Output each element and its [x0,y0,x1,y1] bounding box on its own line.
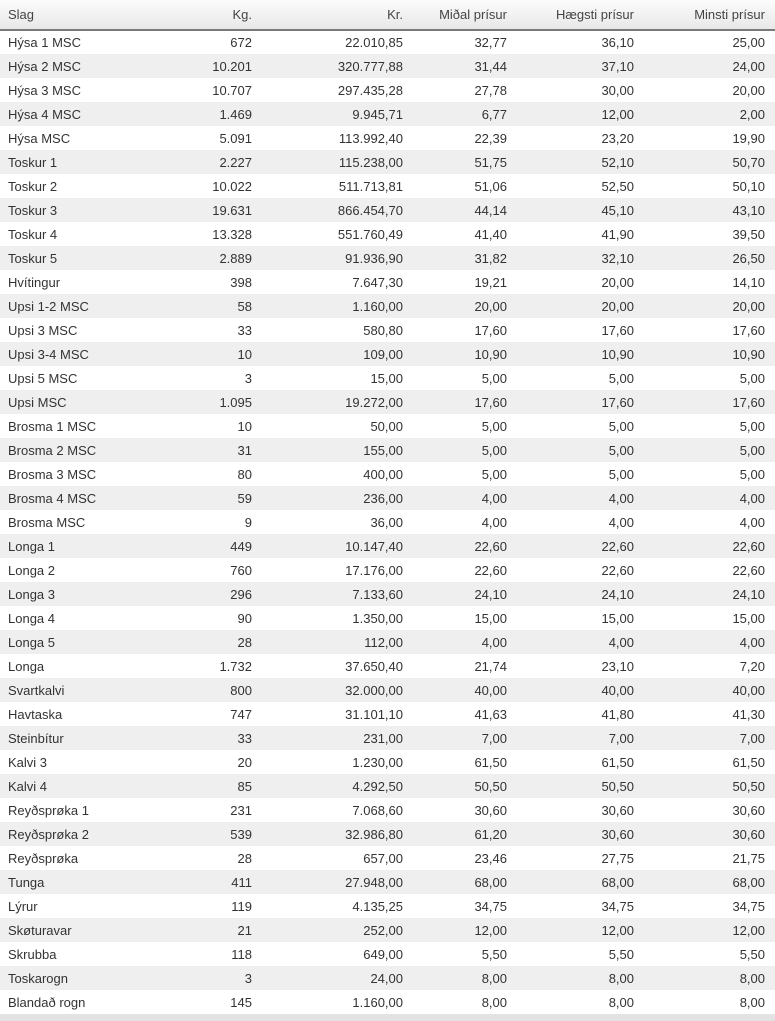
cell-minsti-prisur: 5,00 [739,466,765,482]
cell-haegsti-prisur: 22,60 [601,538,634,554]
cell-kr: 17.176,00 [345,562,403,578]
cell-kg: 119 [231,898,252,914]
cell-slag: Upsi 3 MSC [8,322,78,338]
cell-minsti-prisur: 5,00 [739,418,765,434]
table-row [0,582,775,606]
cell-midal-prisur: 41,40 [474,226,507,242]
cell-minsti-prisur: 25,00 [732,35,765,50]
cell-midal-prisur: 22,60 [474,562,507,578]
cell-kg: 31 [237,442,252,458]
table-row [0,726,775,750]
cell-minsti-prisur: 50,10 [732,178,765,194]
cell-minsti-prisur: 26,50 [732,250,765,266]
table-row [0,798,775,822]
cell-minsti-prisur: 20,00 [732,298,765,314]
cell-midal-prisur: 8,00 [481,994,507,1010]
cell-haegsti-prisur: 17,60 [601,394,634,410]
cell-kg: 2.889 [219,250,252,266]
cell-haegsti-prisur: 41,80 [601,706,634,722]
table-row [0,390,775,414]
cell-kr: 9.945,71 [352,106,403,122]
cell-slag: Hýsa MSC [8,130,71,146]
cell-minsti-prisur: 22,60 [732,538,765,554]
cell-kg: 539 [230,826,252,842]
cell-haegsti-prisur: 37,10 [601,58,634,74]
table-row [0,870,775,894]
cell-minsti-prisur: 15,00 [732,610,765,626]
cell-minsti-prisur: 24,10 [732,586,765,602]
cell-midal-prisur: 7,00 [481,730,507,746]
cell-minsti-prisur: 41,30 [732,706,765,722]
cell-haegsti-prisur: 23,10 [601,658,634,674]
cell-minsti-prisur: 4,00 [739,514,765,530]
table-row [0,510,775,534]
cell-kr: 511.713,81 [338,178,403,194]
cell-kr: 32.986,80 [345,826,403,842]
cell-minsti-prisur: 34,75 [732,898,765,914]
cell-minsti-prisur: 43,10 [732,202,765,218]
table-row [0,438,775,462]
cell-slag: Blandað rogn [8,994,86,1010]
table-row [0,966,775,990]
cell-slag: Toskur 2 [8,178,58,194]
cell-slag: Tunga [8,874,45,890]
table-row [0,630,775,654]
cell-kr: 1.350,00 [352,610,403,626]
cell-slag: Brosma 1 MSC [8,418,97,434]
cell-midal-prisur: 21,74 [474,658,507,674]
table-row [0,366,775,390]
cell-midal-prisur: 61,20 [474,826,507,842]
cell-minsti-prisur: 50,50 [732,778,765,794]
cell-haegsti-prisur: 30,60 [601,826,634,842]
cell-slag: Hýsa 3 MSC [8,82,81,98]
cell-minsti-prisur: 14,10 [732,274,765,290]
cell-midal-prisur: 31,44 [474,58,507,74]
cell-minsti-prisur: 39,50 [732,226,765,242]
cell-kg: 747 [230,706,252,722]
cell-minsti-prisur: 40,00 [732,682,765,698]
cell-kr: 551.760,49 [337,226,403,242]
cell-midal-prisur: 5,50 [481,946,507,962]
cell-haegsti-prisur: 4,00 [608,514,634,530]
cell-slag: Longa [8,658,45,674]
cell-kg: 1.469 [219,106,252,122]
cell-minsti-prisur: 21,75 [732,850,765,866]
cell-kg: 800 [230,682,252,698]
cell-kg: 760 [230,562,252,578]
cell-haegsti-prisur: 30,00 [601,82,634,98]
cell-minsti-prisur: 22,60 [732,562,765,578]
cell-midal-prisur: 50,50 [474,778,507,794]
cell-midal-prisur: 19,21 [474,274,507,290]
cell-minsti-prisur: 50,70 [732,154,765,170]
cell-kg: 231 [230,802,252,818]
cell-midal-prisur: 51,75 [474,154,507,170]
header-row [0,0,775,30]
cell-minsti-prisur: 8,00 [739,994,765,1010]
table-row [0,294,775,318]
cell-kg: 20 [237,754,252,770]
cell-minsti-prisur: 7,00 [739,730,765,746]
cell-kg: 672 [230,35,252,50]
cell-haegsti-prisur: 40,00 [601,682,634,698]
column-header-kr: Kr. [262,0,413,30]
table-row [0,246,775,270]
cell-midal-prisur: 22,60 [474,538,507,554]
cell-midal-prisur: 5,00 [481,442,507,458]
cell-kr: 37.650,40 [345,658,403,674]
cell-kr: 36,00 [370,514,403,530]
cell-kr: 866.454,70 [337,202,403,218]
cell-kg: 3 [244,970,252,986]
cell-kg: 85 [237,778,252,794]
cell-midal-prisur: 4,00 [481,634,507,650]
cell-slag: Longa 3 [8,586,55,602]
cell-kg: 13.328 [212,226,252,242]
cell-minsti-prisur: 19,90 [732,130,765,146]
cell-kg: 58 [237,298,252,314]
cell-haegsti-prisur: 32,10 [601,250,634,266]
table-row [0,990,775,1014]
cell-midal-prisur: 17,60 [474,322,507,338]
cell-midal-prisur: 32,77 [474,35,507,50]
cell-midal-prisur: 23,46 [474,850,507,866]
cell-slag: Upsi 5 MSC [8,370,78,386]
cell-kg: 33 [237,730,252,746]
cell-haegsti-prisur: 41,90 [601,226,634,242]
cell-slag: Toskarogn [8,970,68,986]
cell-kr: 113.992,40 [338,130,403,146]
cell-kg: 10.707 [212,82,252,98]
table-row [0,318,775,342]
cell-kr: 320.777,88 [337,58,403,74]
cell-slag: Longa 1 [8,538,55,554]
cell-haegsti-prisur: 61,50 [601,754,634,770]
cell-haegsti-prisur: 68,00 [601,874,634,890]
cell-haegsti-prisur: 52,50 [601,178,634,194]
cell-haegsti-prisur: 52,10 [601,154,634,170]
cell-kr: 24,00 [370,970,403,986]
table-row [0,270,775,294]
cell-minsti-prisur: 8,00 [739,970,765,986]
cell-slag: Reyðsprøka 2 [8,826,89,842]
cell-haegsti-prisur: 5,00 [608,370,634,386]
cell-haegsti-prisur: 12,00 [601,922,634,938]
cell-slag: Toskur 4 [8,226,58,242]
cell-slag: Havtaska [8,706,63,722]
table-row [0,750,775,774]
cell-slag: Kalvi 4 [8,778,48,794]
cell-kg: 1.732 [219,658,252,674]
cell-haegsti-prisur: 10,90 [601,346,634,362]
cell-kr: 1.160,00 [352,298,403,314]
cell-kg: 296 [230,586,252,602]
table-row [0,822,775,846]
table-row [0,414,775,438]
cell-haegsti-prisur: 5,50 [608,946,634,962]
cell-haegsti-prisur: 8,00 [608,994,634,1010]
cell-minsti-prisur: 5,50 [739,946,765,962]
table-row [0,678,775,702]
table-row [0,774,775,798]
cell-minsti-prisur: 4,00 [739,634,765,650]
cell-kr: 91.936,90 [345,250,403,266]
column-header-minsti-prisur: Minsti prísur [644,0,775,30]
cell-kr: 297.435,28 [337,82,403,98]
cell-haegsti-prisur: 4,00 [608,634,634,650]
cell-kr: 112,00 [364,634,403,650]
column-header-midal-prisur: Miðal prísur [413,0,517,30]
column-header-slag: Slag [0,0,165,30]
table-row [0,102,775,126]
table-row [0,462,775,486]
cell-kg: 398 [230,274,252,290]
cell-haegsti-prisur: 17,60 [601,322,634,338]
cell-kg: 5.091 [219,130,252,146]
cell-slag: Hýsa 4 MSC [8,106,81,122]
cell-midal-prisur: 31,82 [474,250,507,266]
cell-midal-prisur: 12,00 [474,922,507,938]
cell-haegsti-prisur: 27,75 [601,850,634,866]
cell-kg: 80 [237,466,252,482]
table-footer [0,1014,775,1021]
cell-kg: 28 [237,850,252,866]
cell-slag: Skøturavar [8,922,72,938]
cell-minsti-prisur: 61,50 [732,754,765,770]
cell-slag: Svartkalvi [8,682,65,698]
cell-minsti-prisur: 4,00 [739,490,765,506]
cell-kg: 10 [237,418,252,434]
cell-kr: 4.135,25 [352,898,403,914]
cell-slag: Kalvi 3 [8,754,48,770]
cell-midal-prisur: 40,00 [474,682,507,698]
cell-minsti-prisur: 2,00 [739,106,765,122]
cell-midal-prisur: 24,10 [474,586,507,602]
cell-midal-prisur: 34,75 [474,898,507,914]
cell-haegsti-prisur: 24,10 [601,586,634,602]
cell-midal-prisur: 4,00 [481,514,507,530]
cell-slag: Upsi MSC [8,394,67,410]
cell-slag: Hýsa 1 MSC [8,35,81,50]
table-row [0,150,775,174]
cell-minsti-prisur: 17,60 [732,394,765,410]
cell-kg: 2.227 [219,154,252,170]
cell-slag: Toskur 1 [8,154,58,170]
cell-kr: 231,00 [363,730,403,746]
cell-midal-prisur: 41,63 [474,706,507,722]
column-header-haegsti-prisur: Hægsti prísur [517,0,644,30]
cell-midal-prisur: 44,14 [474,202,507,218]
cell-kr: 657,00 [363,850,403,866]
table-body [0,30,775,1014]
cell-slag: Skrubba [8,946,57,962]
cell-kg: 10 [237,346,252,362]
cell-kg: 90 [237,610,252,626]
cell-kg: 59 [237,490,252,506]
table-row [0,606,775,630]
cell-kr: 109,00 [363,346,403,362]
cell-haegsti-prisur: 8,00 [608,970,634,986]
table-row [0,918,775,942]
cell-midal-prisur: 15,00 [474,610,507,626]
cell-kr: 155,00 [363,442,403,458]
table-row [0,54,775,78]
cell-slag: Upsi 1-2 MSC [8,298,89,314]
cell-midal-prisur: 20,00 [474,298,507,314]
cell-midal-prisur: 4,00 [481,490,507,506]
cell-haegsti-prisur: 20,00 [601,274,634,290]
column-header-kg: Kg. [165,0,262,30]
cell-minsti-prisur: 17,60 [732,322,765,338]
table-row [0,846,775,870]
cell-slag: Hýsa 2 MSC [8,58,81,74]
cell-kr: 32.000,00 [345,682,403,698]
cell-minsti-prisur: 20,00 [732,82,765,98]
cell-kr: 649,00 [363,946,403,962]
cell-midal-prisur: 68,00 [474,874,507,890]
cell-haegsti-prisur: 12,00 [601,106,634,122]
cell-kr: 400,00 [363,466,403,482]
cell-minsti-prisur: 30,60 [732,802,765,818]
table-row [0,558,775,582]
table-row [0,342,775,366]
cell-haegsti-prisur: 7,00 [608,730,634,746]
cell-slag: Toskur 5 [8,250,58,266]
cell-midal-prisur: 61,50 [474,754,507,770]
table-row [0,654,775,678]
cell-kr: 19.272,00 [345,394,403,410]
cell-kg: 3 [244,370,252,386]
cell-kr: 1.230,00 [352,754,403,770]
cell-midal-prisur: 27,78 [474,82,507,98]
cell-haegsti-prisur: 4,00 [608,490,634,506]
cell-haegsti-prisur: 15,00 [601,610,634,626]
cell-slag: Longa 2 [8,562,55,578]
cell-minsti-prisur: 12,00 [732,922,765,938]
cell-kr: 27.948,00 [345,874,403,890]
cell-slag: Toskur 3 [8,202,58,218]
cell-kr: 7.133,60 [352,586,403,602]
cell-kr: 236,00 [363,490,403,506]
cell-slag: Upsi 3-4 MSC [8,346,89,362]
cell-haegsti-prisur: 5,00 [608,466,634,482]
table-row [0,534,775,558]
cell-kg: 145 [230,994,252,1010]
cell-kr: 1.160,00 [352,994,403,1010]
cell-haegsti-prisur: 22,60 [601,562,634,578]
cell-minsti-prisur: 68,00 [732,874,765,890]
cell-haegsti-prisur: 34,75 [601,898,634,914]
cell-kg: 9 [244,514,252,530]
cell-kg: 1.095 [219,394,252,410]
cell-kg: 33 [237,322,252,338]
table-row [0,486,775,510]
table-row [0,174,775,198]
cell-midal-prisur: 51,06 [474,178,507,194]
cell-kr: 252,00 [363,922,403,938]
cell-kr: 7.647,30 [352,274,403,290]
cell-slag: Brosma MSC [8,514,86,530]
table-row [0,222,775,246]
cell-minsti-prisur: 5,00 [739,370,765,386]
cell-haegsti-prisur: 20,00 [601,298,634,314]
cell-haegsti-prisur: 45,10 [601,202,634,218]
cell-midal-prisur: 6,77 [481,106,507,122]
cell-kr: 50,00 [370,418,403,434]
cell-haegsti-prisur: 5,00 [608,442,634,458]
cell-minsti-prisur: 7,20 [739,658,765,674]
cell-slag: Steinbítur [8,730,64,746]
cell-midal-prisur: 5,00 [481,466,507,482]
cell-midal-prisur: 22,39 [474,130,507,146]
cell-haegsti-prisur: 5,00 [608,418,634,434]
cell-slag: Longa 5 [8,634,55,650]
cell-kg: 449 [230,538,252,554]
cell-slag: Reyðsprøka 1 [8,802,89,818]
cell-kg: 28 [237,634,252,650]
cell-slag: Brosma 3 MSC [8,466,97,482]
cell-slag: Brosma 2 MSC [8,442,97,458]
cell-midal-prisur: 30,60 [474,802,507,818]
cell-haegsti-prisur: 30,60 [601,802,634,818]
cell-kr: 7.068,60 [352,802,403,818]
table-row [0,78,775,102]
cell-kg: 10.022 [212,178,252,194]
cell-midal-prisur: 8,00 [481,970,507,986]
cell-kg: 19.631 [212,202,252,218]
cell-kr: 4.292,50 [352,778,403,794]
cell-midal-prisur: 10,90 [474,346,507,362]
cell-kr: 15,00 [370,370,403,386]
table-row [0,942,775,966]
table-row [0,30,775,54]
cell-kg: 10.201 [212,58,252,74]
cell-slag: Brosma 4 MSC [8,490,97,506]
cell-slag: Longa 4 [8,610,55,626]
cell-slag: Hvítingur [8,274,61,290]
cell-kr: 10.147,40 [345,538,403,554]
table-row [0,894,775,918]
table-row [0,198,775,222]
cell-haegsti-prisur: 36,10 [601,35,634,50]
table-row [0,126,775,150]
cell-kg: 118 [231,946,252,962]
cell-minsti-prisur: 24,00 [732,58,765,74]
cell-midal-prisur: 5,00 [481,418,507,434]
cell-slag: Reyðsprøka [8,850,79,866]
table-row [0,702,775,726]
cell-kr: 115.238,00 [338,154,403,170]
cell-midal-prisur: 17,60 [474,394,507,410]
cell-kr: 31.101,10 [345,706,403,722]
cell-slag: Lýrur [8,898,38,914]
cell-minsti-prisur: 30,60 [732,826,765,842]
cell-haegsti-prisur: 23,20 [601,130,634,146]
cell-minsti-prisur: 5,00 [739,442,765,458]
cell-kr: 22.010,85 [345,35,403,50]
cell-kg: 21 [237,922,252,938]
cell-haegsti-prisur: 50,50 [601,778,634,794]
cell-minsti-prisur: 10,90 [732,346,765,362]
cell-kr: 580,80 [363,322,403,338]
cell-midal-prisur: 5,00 [481,370,507,386]
cell-kg: 411 [231,874,252,890]
